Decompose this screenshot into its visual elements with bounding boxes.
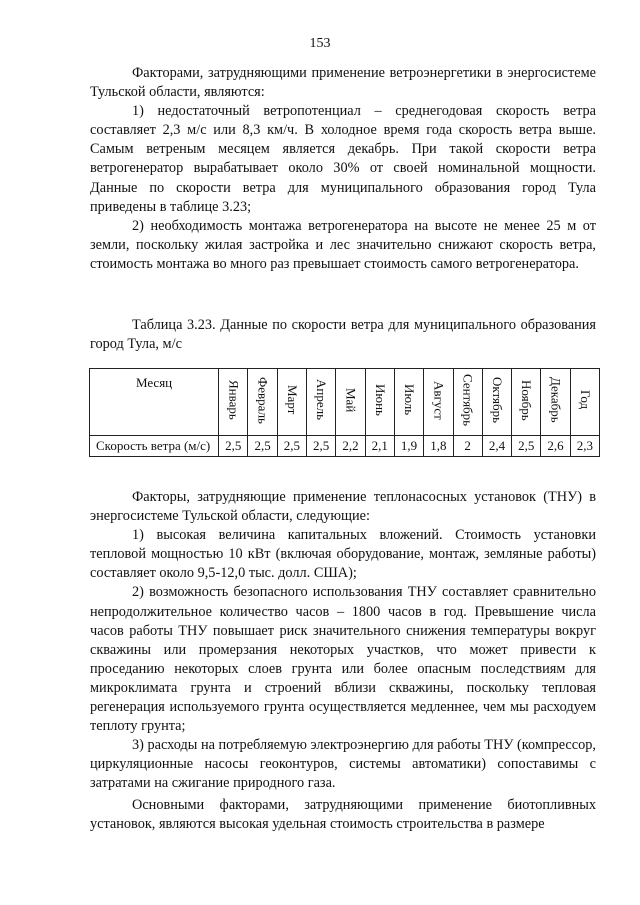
table-cell: 2,6: [541, 436, 570, 457]
header-month: Апрель: [307, 369, 336, 436]
row-label-wind-speed: Скорость ветра (м/с): [90, 436, 219, 457]
wind-factors-intro: Факторами, затрудняющими применение ветроэнергетики в энергосистеме Тульской области, являются:: [90, 65, 596, 101]
header-month: Ноябрь: [512, 369, 541, 436]
heat-pump-factor-1: 1) высокая величина капитальных вложений. Стоимость установки тепловой мощностью 10 кВт (включая оборудование, монтаж, земляные работы) составляет около 9,5-12,0 тыс. долл. США);: [90, 527, 596, 582]
table-cell: 2: [453, 436, 482, 457]
header-month: Март: [277, 369, 306, 436]
biofuel-section: [90, 796, 596, 834]
table-cell: 2,1: [365, 436, 394, 457]
header-month: Январь: [219, 369, 248, 436]
header-month: Сентябрь: [453, 369, 482, 436]
wind-energy-section: [90, 64, 596, 274]
table-cell: 1,9: [394, 436, 423, 457]
wind-factor-1: 1) недостаточный ветропотенциал – среднегодовая скорость ветра составляет 2,3 м/с или 8,3 км/ч. В холодное время года скорость ветра выше. Самым ветреным месяцем является декабрь. При такой скорости ветра ветрогенератор вырабатывает около 30% от своей номинальной мощности. Данные по скорости ветра для муниципального образования город Тула приведены в таблице 3.23;: [90, 103, 596, 215]
header-month-label: Месяц: [90, 369, 219, 436]
table-cell: 2,3: [570, 436, 599, 457]
table-cell: 2,5: [512, 436, 541, 457]
table-row: [90, 436, 600, 457]
heat-pump-section: [90, 488, 596, 794]
table-cell: 2,5: [307, 436, 336, 457]
table-cell: 1,8: [424, 436, 453, 457]
header-month: Июнь: [365, 369, 394, 436]
biofuel-intro: Основными факторами, затрудняющими применение биотопливных установок, являются высокая удельная стоимость строительства в размере: [90, 797, 596, 833]
header-month: Октябрь: [482, 369, 511, 436]
wind-factor-2: 2) необходимость монтажа ветрогенератора на высоте не менее 25 м от земли, поскольку жилая застройка и лес значительно снижают скорость ветра, стоимость монтажа во много раз превышает стоимость самого ветрогенератора.: [90, 217, 596, 272]
heat-pump-intro: Факторы, затрудняющие применение теплонасосных установок (ТНУ) в энергосистеме Тульской области, следующие:: [90, 489, 596, 525]
header-year: Год: [570, 369, 599, 436]
header-month: Август: [424, 369, 453, 436]
heat-pump-factor-3: 3) расходы на потребляемую электроэнергию для работы ТНУ (компрессор, циркуляционные насосы геоконтуров, системы автоматики) сопоставимы с затратами на сжигание природного газа.: [90, 737, 596, 792]
table-cell: 2,5: [248, 436, 277, 457]
header-month: Июль: [394, 369, 423, 436]
header-month: Май: [336, 369, 365, 436]
table-cell: 2,2: [336, 436, 365, 457]
table-header-row: [90, 369, 600, 436]
heat-pump-factor-2: 2) возможность безопасного использования ТНУ составляет сравнительно непродолжительное количество часов – 1800 часов в год. Превышение числа часов работы ТНУ повышает риск значительного снижения температуры вокруг скважины или промерзания некоторых участков, что может привести к проседанию некоторых слоев грунта или более опасным последствиям для микроклимата грунта и строений вблизи скважины, поскольку тепловая регенерация используемого грунта осуществляется медленнее, чем мы расходуем теплоту грунта;: [90, 584, 596, 735]
table-cell: 2,5: [219, 436, 248, 457]
table-cell: 2,5: [277, 436, 306, 457]
page-number: 153: [309, 36, 331, 51]
table-caption: Таблица 3.23. Данные по скорости ветра для муниципального образования город Тула, м/с: [90, 317, 596, 353]
wind-speed-table: [89, 368, 600, 457]
table-cell: 2,4: [482, 436, 511, 457]
table-caption-block: [90, 316, 596, 354]
header-month: Февраль: [248, 369, 277, 436]
header-month: Декабрь: [541, 369, 570, 436]
